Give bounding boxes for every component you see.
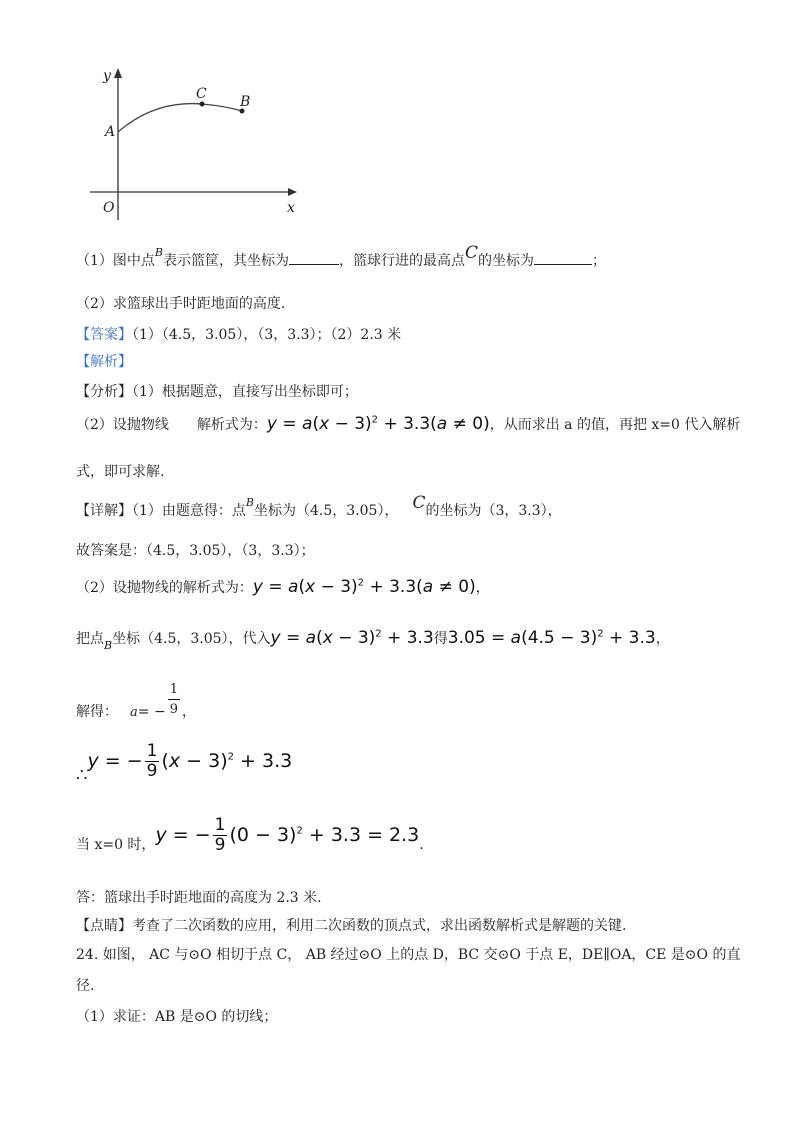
formula-step3b: $3.05 = a(4.5 - 3)^2 + 3.3$ — [447, 628, 656, 648]
formula-step3a: $y = a(x - 3)^2 + 3.3$ — [270, 628, 434, 648]
origin-label: O — [103, 200, 115, 216]
point-a-label: A — [105, 124, 116, 140]
xiangjie-pre: （1）由题意得：点 — [132, 503, 246, 519]
q1-text-post: 的坐标为 — [478, 253, 535, 269]
fenxi2-post: ，从而求出 a 的值，再把 x=0 代入解析 — [489, 417, 741, 433]
formula-vertex-form: $y = a(x - 3)^2 + 3.3(a \ne 0)$ — [266, 414, 490, 434]
answer-line — [76, 324, 401, 344]
step3-line — [76, 628, 670, 652]
point-b-label: B — [240, 94, 251, 110]
step3-pre: 把点 — [76, 631, 104, 647]
fraction-neg-one-ninth — [168, 680, 180, 719]
xiangjie-line — [76, 493, 562, 520]
fraction-numerator: 1 — [168, 680, 180, 700]
point-c-dot — [200, 102, 205, 107]
xiangjie-var-b: B — [245, 496, 255, 509]
xiangjie-post: 的坐标为（3，3.3）， — [425, 503, 562, 519]
step4-end: ， — [181, 703, 196, 720]
answer-tag: 【答案】 — [76, 327, 132, 343]
step3-mid: 坐标（4.5，3.05），代入 — [112, 631, 271, 647]
answer-is-line: 故答案是：（4.5，3.05），（3，3.3）； — [76, 543, 315, 559]
dianjing-line — [76, 915, 626, 935]
step3-var-b: B — [104, 639, 113, 652]
answer-text: （1）（4.5，3.05），（3，3.3）；（2）2.3 米 — [132, 327, 402, 343]
xiangjie-var-c: C — [412, 493, 426, 513]
step6-end: . — [419, 837, 424, 853]
formula-step5: y = − $\frac{1}{9}$ $(x - 3)^2 + 3.3$ — [87, 741, 293, 781]
therefore-symbol: ∴ — [76, 765, 88, 786]
xiangjie-tag: 【详解】 — [76, 503, 132, 519]
step4-a: a — [130, 704, 138, 720]
fenxi-line — [76, 381, 358, 401]
formula-step6: y = − $\frac{1}{9}$ $(0 - 3)^2 + 3.3 = 2.3$ — [155, 815, 420, 855]
step4-line — [76, 666, 196, 720]
step2-line — [76, 577, 490, 597]
step3-de: 得 — [433, 631, 448, 647]
dianjing-tag: 【点睛】 — [76, 918, 132, 934]
x-axis-label: x — [287, 200, 295, 216]
point-c-label: C — [196, 86, 207, 102]
fenxi-line-3: 式，即可求解. — [76, 464, 165, 480]
y-axis-arrow — [114, 68, 122, 78]
q1-text-mid2: ，篮球行进的最高点 — [339, 253, 466, 269]
q1-text-end: ； — [592, 253, 607, 269]
q1-var-c: C — [465, 243, 479, 263]
step3-end: ， — [655, 631, 670, 647]
x-axis-arrow — [288, 188, 297, 196]
fenxi-text: （1）根据题意，直接写出坐标即可； — [132, 384, 358, 400]
step2-pre: （2）设抛物线的解析式为： — [76, 580, 253, 596]
xiangjie-mid: 坐标为（4.5，3.05）， — [254, 503, 399, 519]
parabola-graph — [85, 60, 315, 225]
final-answer: 答：篮球出手时距地面的高度为 2.3 米. — [76, 890, 322, 906]
step4-pre: 解得： — [76, 703, 118, 720]
question-1 — [76, 243, 607, 270]
fenxi-line-2 — [76, 414, 740, 434]
q1-var-b: B — [154, 246, 164, 259]
y-axis-label: y — [103, 68, 111, 84]
step6-line — [76, 816, 424, 855]
fenxi-tag: 【分析】 — [76, 384, 132, 400]
q1-blank-2[interactable] — [534, 251, 592, 265]
formula-step2: $y = a(x - 3)^2 + 3.3(a \ne 0)$ — [252, 577, 476, 597]
step4-eq: = − — [137, 703, 166, 720]
question-2: （2）求篮球出手时距地面的高度. — [76, 296, 286, 312]
q1-text: （1）图中点 — [76, 253, 155, 269]
q1-blank-1[interactable] — [289, 251, 339, 265]
question-24-line1: 24. 如图， AC 与⊙O 相切于点 C， AB 经过⊙O 上的点 D，BC 交⊙O 于点 E，DE∥OA，CE 是⊙O 的直 — [76, 947, 741, 963]
question-24-sub1: （1）求证：AB 是⊙O 的切线； — [76, 1009, 278, 1025]
question-24-line2: 径. — [76, 978, 95, 994]
step2-post: ， — [475, 580, 490, 596]
dianjing-text: 考查了二次函数的应用，利用二次函数的顶点式，求出函数解析式是解题的关键. — [132, 918, 627, 934]
fenxi2-pre: （2）设抛物线 解析式为： — [76, 417, 267, 433]
step5-line — [76, 741, 293, 786]
q1-text-mid: 表示篮筐，其坐标为 — [163, 253, 290, 269]
analysis-tag: 【解析】 — [76, 354, 132, 370]
parabola-curve — [118, 104, 242, 132]
step6-pre: 当 x=0 时， — [76, 837, 156, 853]
fraction-denominator: 9 — [169, 702, 178, 717]
